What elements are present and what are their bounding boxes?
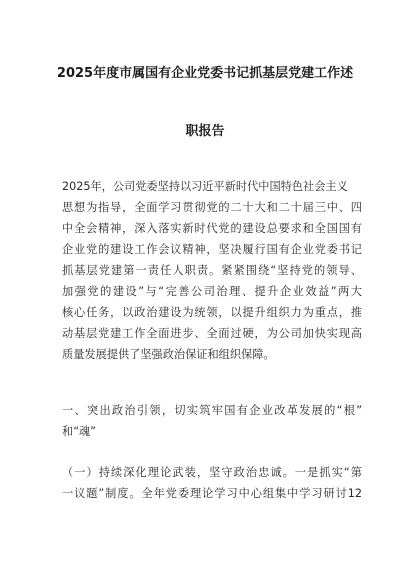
section-1-heading	[62, 400, 362, 442]
intro-line: 加强党的建设”与“完善公司治理、提升企业效益”两大	[62, 285, 362, 298]
intro-line: 思想为指导，全面学习贯彻党的二十大和二十届三中、四	[62, 201, 362, 214]
intro-line: 中全会精神，深入落实新时代党的建设总要求和全国国有	[62, 222, 362, 235]
intro-paragraph	[62, 176, 362, 365]
intro-line: 动基层党建工作全面进步、全面过硬，为公司加快实现高	[62, 327, 362, 340]
subsection-line: （一）持续深化理论武装，坚守政治忠诚。一是抓实“第	[62, 466, 362, 479]
subsection-1-paragraph	[62, 462, 362, 504]
intro-line: 企业党的建设工作会议精神，坚决履行国有企业党委书记	[62, 243, 362, 256]
document-title-line-1: 2025年度市属国有企业党委书记抓基层党建工作述	[56, 66, 354, 81]
intro-line: 抓基层党建第一责任人职责。紧紧围绕“坚持党的领导、	[62, 264, 362, 277]
section-heading-line: 和“魂”	[62, 425, 96, 438]
subsection-line: 一议题”制度。全年党委理论学习中心组集中学习研讨12	[62, 487, 362, 500]
intro-line: 2025年，公司党委坚持以习近平新时代中国特色社会主义	[62, 180, 348, 193]
intro-line: 质量发展提供了坚强政治保证和组织保障。	[62, 348, 275, 361]
document-title-line-2: 职报告	[185, 124, 225, 139]
section-heading-line: 一、突出政治引领，切实筑牢国有企业改革发展的“根”	[62, 404, 362, 417]
intro-line: 核心任务，以政治建设为统领，以提升组织力为重点，推	[62, 306, 362, 319]
